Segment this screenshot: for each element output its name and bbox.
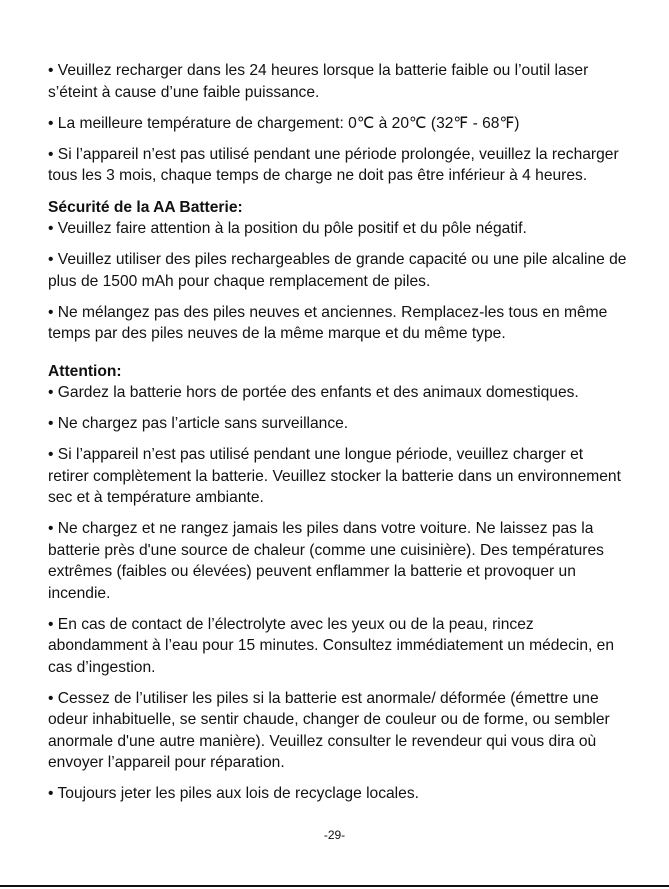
security-item-2: • Veuillez utiliser des piles rechargeables de grande capacité ou une pile alcaline de plus de 1500 mAh pour chaque remplacement de piles. [48,251,627,290]
intro-paragraph-1: • Veuillez recharger dans les 24 heures lorsque la batterie faible ou l’outil laser s’éteint à cause d’une faible puissance. [48,62,589,101]
security-heading: Sécurité de la AA Batterie: [48,198,243,216]
page-number: -29- [323,828,346,842]
bottom-divider [0,885,669,887]
attention-item-5: • En cas de contact de l’électrolyte avec les yeux ou de la peau, rincez abondamment à l’eau pour 15 minutes. Consultez immédiatement un médecin, en cas d’ingestion. [48,615,615,676]
attention-item-4: • Ne chargez et ne rangez jamais les piles dans votre voiture. Ne laissez pas la batterie près d'une source de chaleur (comme une cuisinière). Des températures extrêmes (faibles ou élevées) peuvent enflammer la batterie et provoquer un incendie. [48,520,604,602]
attention-item-1: • Gardez la batterie hors de portée des enfants et des animaux domestiques. [48,384,579,401]
security-item-3: • Ne mélangez pas des piles neuves et anciennes. Remplacez-les tous en même temps par des piles neuves de la même marque et du même type. [48,303,608,342]
attention-item-7: • Toujours jeter les piles aux lois de recyclage locales. [48,785,419,802]
intro-paragraph-3: • Si l’appareil n’est pas utilisé pendant une période prolongée, veuillez la recharger tous les 3 mois, chaque temps de charge ne doit pas être inférieur à 4 heures. [48,145,619,184]
intro-paragraph-2: • La meilleure température de chargement: 0℃ à 20℃ (32℉ - 68℉) [48,114,520,132]
security-item-1: • Veuillez faire attention à la position du pôle positif et du pôle négatif. [48,220,527,237]
attention-item-3: • Si l’appareil n’est pas utilisé pendant une longue période, veuillez charger et retirer complètement la batterie. Veuillez stocker la batterie dans un environnement sec et à température ambiante. [48,446,621,506]
attention-heading: Attention: [48,362,122,380]
document-body [48,60,628,814]
attention-item-2: • Ne chargez pas l’article sans surveillance. [48,415,349,432]
attention-item-6: • Cessez de l’utiliser les piles si la batterie est anormale/ déformée (émettre une odeur inhabituelle, se sentir chaude, changer de couleur ou de forme, ou sembler anormale d'une autre manière). Veuillez consulter le revendeur qui vous dira où envoyer l’appareil pour réparation. [48,689,610,771]
